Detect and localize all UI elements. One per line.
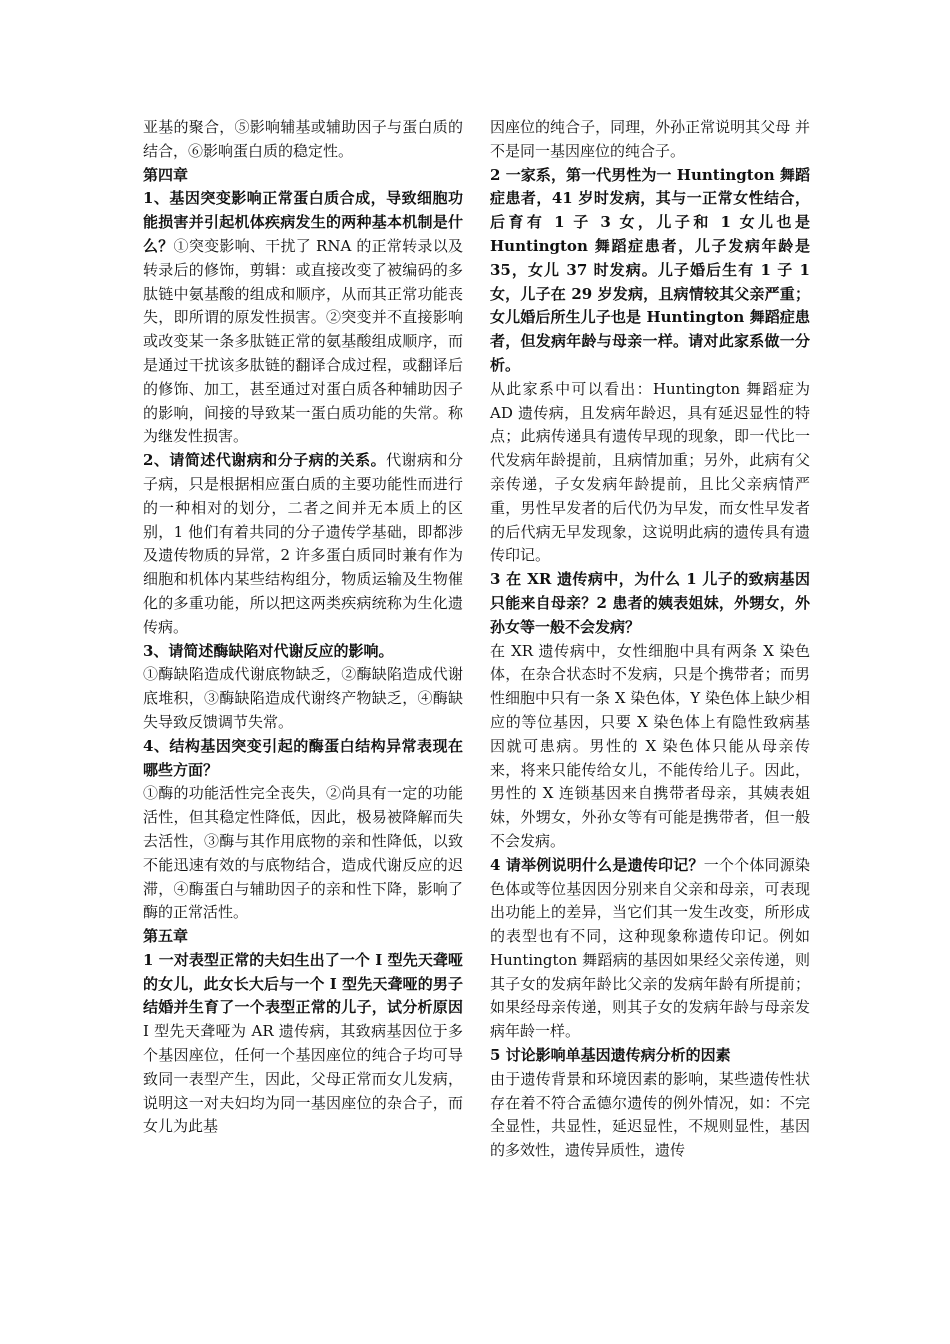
question-title: 2、请简述代谢病和分子病的关系。 — [143, 451, 387, 470]
answer-text: ①酶的功能活性完全丧失，②尚具有一定的功能活性，但其稳定性降低，因此，极易被降解而失去活性，③酶与其作用底物的亲和性降低，以致不能迅速有效的与底物结合，造成代谢反应的迟滞，④酶蛋白与辅助因子的亲和性下降，影响了酶的正常活性。 — [143, 784, 463, 922]
question-title: 3 在 XR 遗传病中，为什么 1 儿子的致病基因只能来自母亲？2 患者的姨表姐妹，外甥女，外孙女等一般不会发病？ — [490, 570, 810, 636]
question-title: 1、基因突变影响正常蛋白质合成，导致细胞功能损害并引起机体疾病发生的两种基本机制是什么？ — [143, 189, 463, 255]
question-title: 4 请举例说明什么是遗传印记？ — [490, 855, 704, 874]
question-block — [143, 449, 463, 639]
left-column — [143, 116, 463, 1139]
paragraph: 亚基的聚合，⑤影响辅基或辅助因子与蛋白质的结合，⑥影响蛋白质的稳定性。 — [143, 118, 463, 160]
answer-text: 从此家系中可以看出：Huntington 舞蹈症为 AD 遗传病，且发病年龄迟，具有延迟显性的特点；此病传递具有遗传早现的现象，即一代比一代发病年龄提前，且病情加重；另外，此病有父亲传递，子女发病年龄提前，且比父亲病情严重，男性早发者的后代仍为早发，而女性早发者的后代病无早发现象，这说明此病的遗传具有遗传印记。 — [490, 379, 810, 565]
answer-text: 代谢病和分子病，只是根据相应蛋白质的主要功能性而进行的一种相对的划分，二者之间并无本质上的区别，1 他们有着共同的分子遗传学基础，即都涉及遗传物质的异常，2 许多蛋白质同时兼有作为细胞和机体内某些结构组分，物质运输及生物催化的多重功能，所以把这两类疾病统称为生化遗传病。 — [143, 451, 463, 636]
question-title: 3、请简述酶缺陷对代谢反应的影响。 — [143, 641, 394, 660]
chapter-heading: 第五章 — [143, 927, 189, 946]
question-block — [143, 187, 463, 449]
answer-text: 由于遗传背景和环境因素的影响，某些遗传性状存在着不符合孟德尔遗传的例外情况，如：不完全显性，共显性，延迟显性，不规则显性，基因的多效性，遗传异质性，遗传 — [490, 1069, 810, 1160]
right-column — [490, 116, 810, 1163]
question-title: 1 一对表型正常的夫妇生出了一个 I 型先天聋哑的女儿，此女长大后与一个 I 型先天聋哑的男子结婚并生育了一个表型正常的儿子，试分析原因 — [143, 950, 463, 1017]
question-block — [143, 949, 463, 1139]
answer-text: I 型先天聋哑为 AR 遗传病，其致病基因位于多个基因座位，任何一个基因座位的纯合子均可导致同一表型产生，因此，父母正常而女儿发病，说明这一对夫妇均为同一基因座位的杂合子，而女儿为此基 — [143, 1022, 463, 1136]
answer-text: ①酶缺陷造成代谢底物缺乏，②酶缺陷造成代谢底堆积，③酶缺陷造成代谢终产物缺乏，④酶缺失导致反馈调节失常。 — [143, 665, 463, 731]
question-block — [490, 854, 810, 1044]
answer-text: ①突变影响、干扰了 RNA 的正常转录以及转录后的修饰，剪辑：或直接改变了被编码的多肽链中氨基酸的组成和顺序，从而其正常功能丧失，即所谓的原发性损害。②突变并不直接影响或改变某一条多肽链正常的氨基酸组成顺序，而是通过干扰该多肽链的翻译合成过程，或翻译后的修饰、加工，甚至通过对蛋白质各种辅助因子的影响，间接的导致某一蛋白质功能的失常。称为继发性损害。 — [143, 236, 463, 446]
paragraph: 因座位的纯合子，同理，外孙正常说明其父母 并不是同一基因座位的纯合子。 — [490, 118, 810, 160]
answer-text: 一个个体同源染色体或等位基因因分别来自父亲和母亲，可表现出功能上的差异，当它们其一发生改变，所形成的表型也有不同，这种现象称遗传印记。例如 Huntington 舞蹈病的基因如果经父亲传递，则其子女的发病年龄比父亲的发病年龄有所提前；如果经母亲传递，则其子女的发病年龄与母亲发病年龄一样。 — [490, 855, 810, 1041]
question-title: 4、结构基因突变引起的酶蛋白结构异常表现在哪些方面？ — [143, 736, 463, 779]
question-title: 2 一家系，第一代男性为一 Huntington 舞蹈症患者，41 岁时发病，其与一正常女性结合，后育有 1 子 3 女，儿子和 1 女儿也是 Huntington 舞蹈症患者，儿子发病年龄是 35，女儿 37 时发病。儿子婚后生有 1 子 1 女，儿子在 29 岁发病，且病情较其父亲严重；女儿婚后所生儿子也是 Huntington 舞蹈症患者，但发病年龄与母亲一样。请对此家系做一分析。 — [490, 165, 810, 374]
chapter-heading: 第四章 — [143, 165, 189, 184]
answer-text: 在 XR 遗传病中，女性细胞中具有两条 X 染色体，在杂合状态时不发病，只是个携带者；而男性细胞中只有一条 X 染色体，Y 染色体上缺少相应的等位基因，只要 X 染色体上有隐性致病基因就可患病。男性的 X 染色体只能从母亲传来，将来只能传给女儿，不能传给儿子。因此，男性的 X 连锁基因来自携带者母亲，其姨表姐妹，外甥女，外孙女等有可能是携带者，但一般不会发病。 — [490, 641, 810, 850]
question-title: 5 讨论影响单基因遗传病分析的因素 — [490, 1046, 731, 1065]
